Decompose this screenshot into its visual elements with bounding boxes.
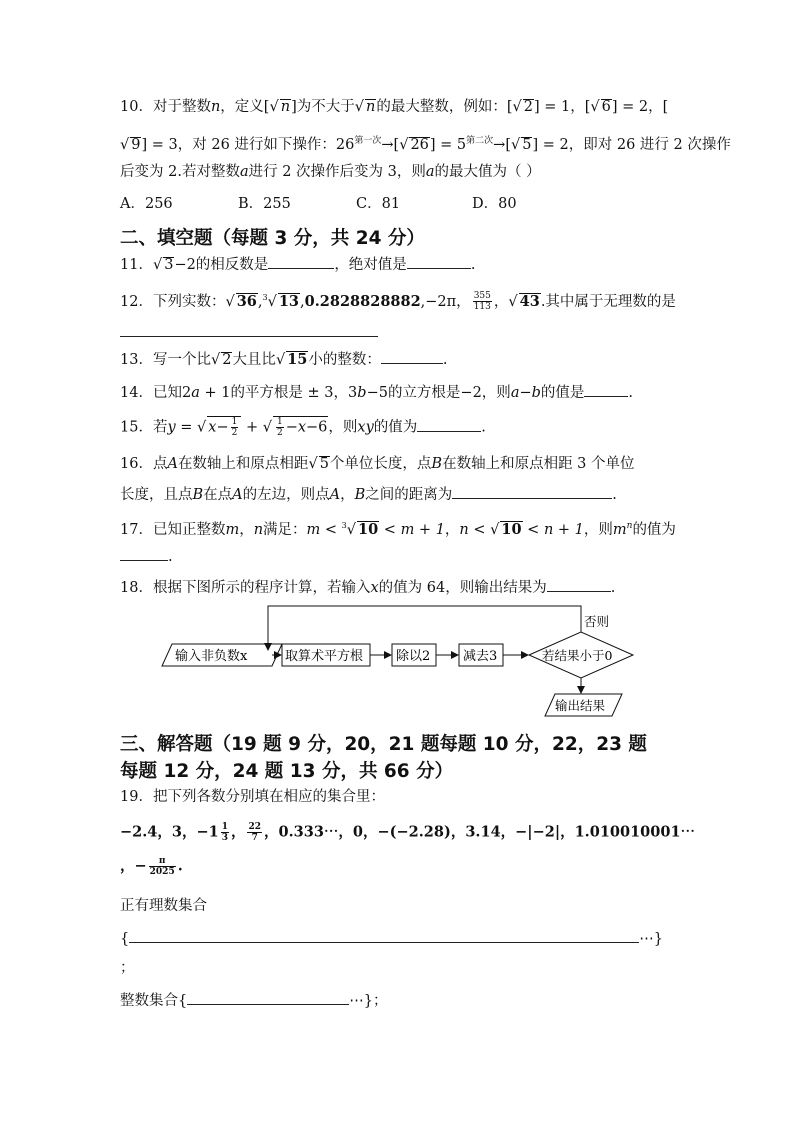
section3-heading-line1: 三、解答题（19 题 9 分，20，21 题每题 10 分，22，23 题 — [120, 734, 647, 755]
q13: 13．写一个比√ 2大且比√ 15小的整数： . — [120, 351, 448, 368]
section2-heading: 二、填空题（每题 3 分，共 24 分） — [120, 228, 425, 249]
option-c: C．81 — [356, 196, 401, 212]
q19-numbers-line1: −2.4，3，−1 $\frac{1}{3}$ ， $\frac{22}{7}$ ，0.333⋯，0，−(−2.28)，3.14，−|−2|，1.010010001⋯ — [120, 822, 696, 843]
q12: 12．下列实数：√ 36,$^3$√ 13,0.2828828882,−2π， $\frac{355}{113}$ ，√ 43.其中属于无理数的是 — [120, 291, 676, 313]
q14: 14．已知2a + 1的平方根是 ± 3，3b−5的立方根是−2，则a−b的值是 . — [120, 382, 633, 403]
q10-line2: √ 9] = 3，对 26 进行如下操作：$26^{第一次}\to[√$ $26] = 5^{第二次}\to[√$ 5] = 2，即对 26 进行 2 次操作 — [120, 136, 731, 153]
q19-numbers-line2: ，− $\frac{\pi}{2025}$ . — [120, 856, 183, 877]
flow-input-text: 输入非负数x — [175, 649, 248, 664]
q16-line1: 16．点A在数轴上和原点相距√ 5个单位长度，点B在数轴上和原点相距 3 个单位 — [120, 456, 635, 472]
flow-sqrt-text: 取算术平方根 — [285, 649, 364, 664]
option-a: A．256 — [120, 196, 173, 212]
q19-set1-blank — [129, 928, 639, 943]
flow-output-text: 输出结果 — [555, 698, 606, 713]
flow-else-label: 否则 — [584, 614, 610, 629]
q15: 15．若y = √ x− $\frac{1}{2}$ + √ $\frac{1}{2}$ −x−6，则xy的值为 . — [120, 417, 486, 438]
q10-line1: 10．对于整数n，定义[√ n]为不大于√ n的最大整数，例如：[√ 2] = 1，[√ 6] = 2，[ — [120, 99, 669, 115]
q19-set1-semicolon: ； — [120, 960, 135, 976]
q19-set1-label: 正有理数集合 — [120, 898, 207, 914]
q10-line3: 后变为 2.若对整数a进行 2 次操作后变为 3，则a的最大值为（ ） — [120, 164, 541, 180]
q17-line1: 17．已知正整数m，n满足：m < $^3$√ 10 < m + 1，n < √ 10 < n + 1，则$m^n$的值为 — [120, 520, 676, 538]
section3-heading-line2: 每题 12 分，24 题 13 分，共 66 分） — [120, 761, 454, 782]
option-b: B．255 — [238, 196, 291, 212]
q16-line2: 长度，且点B在点A的左边，则点A，B之间的距离为 . — [120, 484, 617, 505]
q19-title: 19．把下列各数分别填在相应的集合里： — [120, 789, 385, 805]
q19-set2: 整数集合{ ⋯}； — [120, 990, 387, 1011]
q17-line2: . — [120, 546, 173, 567]
q18: 18．根据下图所示的程序计算，若输入x的值为 64，则输出结果为 . — [120, 577, 615, 598]
flow-cond-text: 若结果小于0 — [542, 648, 613, 663]
option-d: D．80 — [472, 196, 517, 212]
q19-set1-answer: { ⋯} — [120, 928, 663, 949]
q11: 11．√ 3−2的相反数是 ，绝对值是 . — [120, 254, 475, 275]
q19-set2-blank — [187, 990, 349, 1005]
flow-sub-text: 减去3 — [463, 649, 498, 664]
flow-div-text: 除以2 — [396, 649, 431, 664]
